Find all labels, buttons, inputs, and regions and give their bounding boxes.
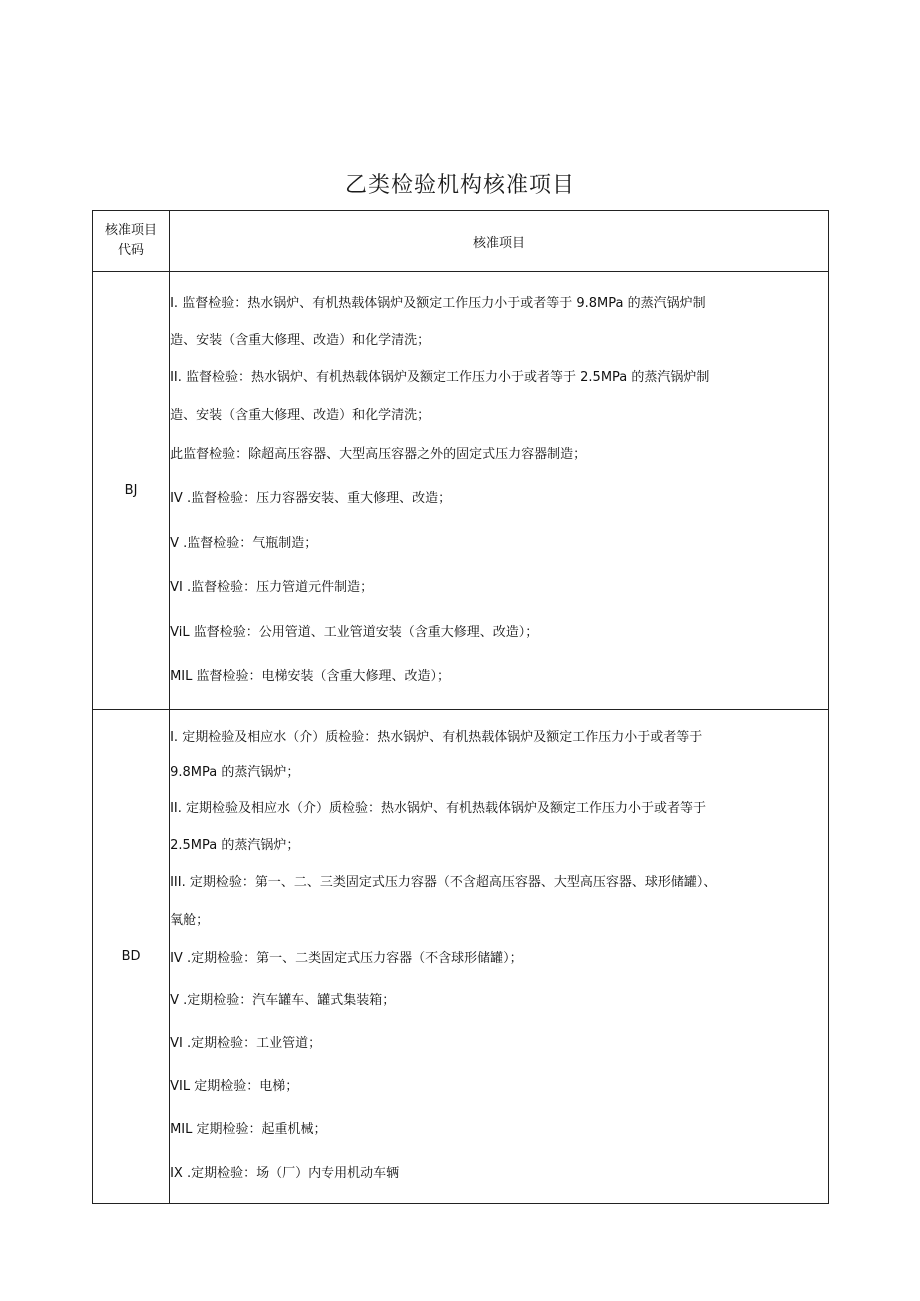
item-line: IX .定期检验：场（厂）内专用机动车辆 — [170, 1166, 400, 1181]
item-line: VI .定期检验：工业管道； — [170, 1036, 322, 1051]
item-line: IV .定期检验：第一、二类固定式压力容器（不含球形储罐）； — [170, 951, 523, 966]
header-code-cell — [93, 211, 170, 272]
header-items-cell: 核准项目 — [170, 211, 829, 272]
header-code-label-line1: 核准项目 — [105, 223, 158, 238]
item-line: V .监督检验：气瓶制造； — [170, 536, 318, 551]
row-items-cell — [170, 710, 829, 1204]
row-code-cell: BD — [93, 710, 170, 1204]
item-line: 造、安装（含重大修理、改造）和化学清洗； — [170, 408, 431, 423]
table-header-row — [93, 211, 829, 272]
item-line: IV .监督检验：压力容器安装、重大修理、改造； — [170, 491, 452, 506]
item-line: ViL 监督检验：公用管道、工业管道安装（含重大修理、改造）； — [170, 625, 539, 640]
item-line: MIL 定期检验：起重机械； — [170, 1122, 327, 1137]
item-line: MIL 监督检验：电梯安装（含重大修理、改造）； — [170, 669, 451, 684]
header-code-label-line2: 代码 — [118, 243, 145, 258]
item-line: V .定期检验：汽车罐车、罐式集装箱； — [170, 993, 396, 1008]
item-line: 9.8MPa 的蒸汽锅炉； — [170, 765, 300, 780]
approval-items-table — [92, 210, 829, 1204]
item-line: I. 监督检验：热水锅炉、有机热载体锅炉及额定工作压力小于或者等于 9.8MPa 的蒸汽锅炉制 — [170, 296, 706, 311]
item-line: 氧舱； — [170, 913, 210, 928]
item-line: I. 定期检验及相应水（介）质检验：热水锅炉、有机热载体锅炉及额定工作压力小于或者等于 — [170, 730, 703, 745]
item-line: III. 定期检验：第一、二、三类固定式压力容器（不含超高压容器、大型高压容器、球形储罐）、 — [170, 875, 717, 890]
item-line: 2.5MPa 的蒸汽锅炉； — [170, 838, 300, 853]
item-line: VIL 定期检验：电梯； — [170, 1079, 299, 1094]
item-line: II. 监督检验：热水锅炉、有机热载体锅炉及额定工作压力小于或者等于 2.5MPa 的蒸汽锅炉制 — [170, 370, 710, 385]
item-line: II. 定期检验及相应水（介）质检验：热水锅炉、有机热载体锅炉及额定工作压力小于或者等于 — [170, 801, 707, 816]
row-items-cell — [170, 272, 829, 710]
item-line: 此监督检验：除超高压容器、大型高压容器之外的固定式压力容器制造； — [170, 447, 587, 462]
item-line: VI .监督检验：压力管道元件制造； — [170, 580, 374, 595]
item-line: 造、安装（含重大修理、改造）和化学清洗； — [170, 333, 431, 348]
table-row-bj — [93, 272, 829, 710]
page-title: 乙类检验机构核准项目 — [344, 173, 575, 198]
table-row-bd — [93, 710, 829, 1204]
row-code-cell: BJ — [93, 272, 170, 710]
